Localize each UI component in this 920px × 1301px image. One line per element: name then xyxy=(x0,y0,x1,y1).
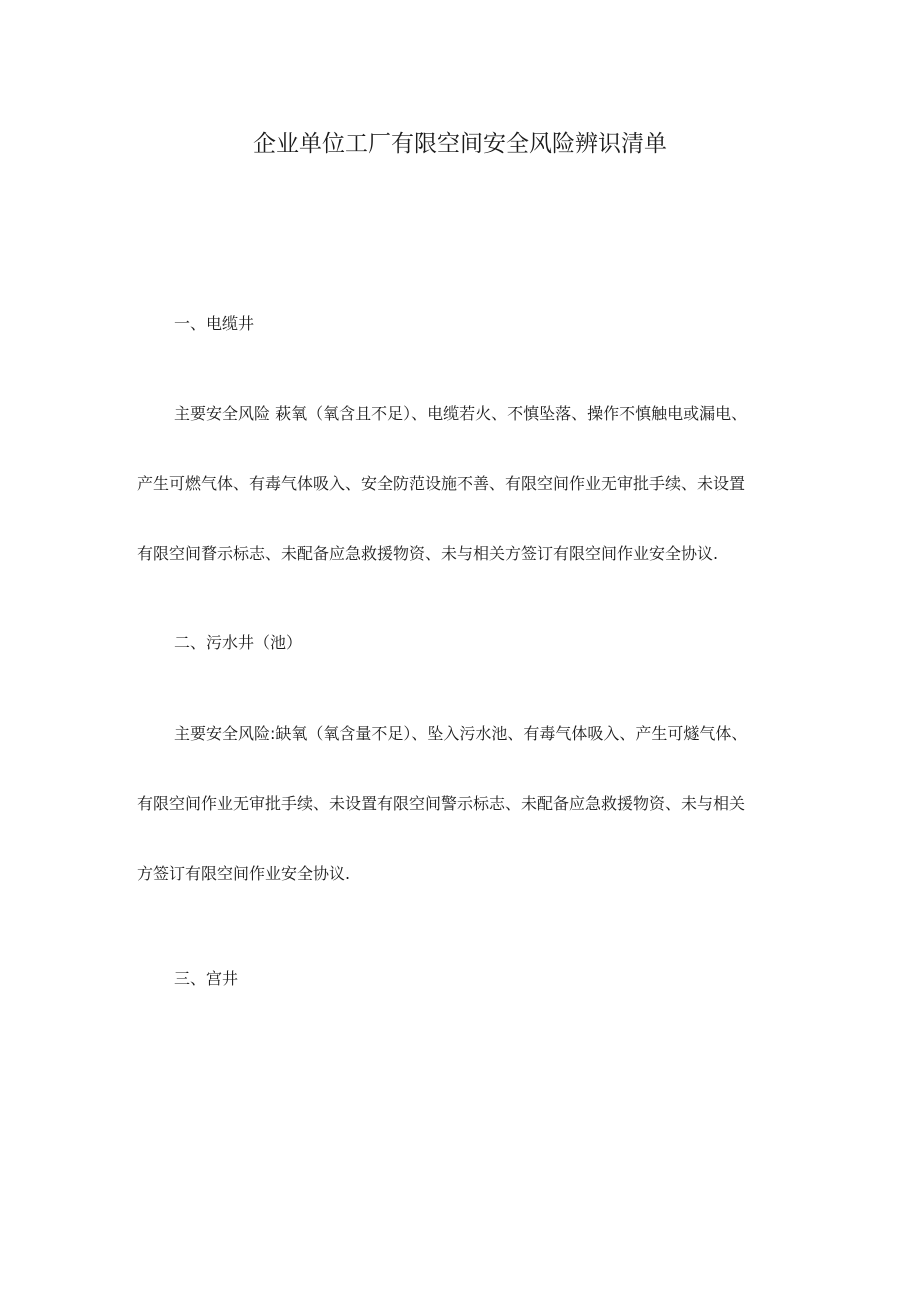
section-body-cable-well xyxy=(137,402,787,566)
document-title: 企业单位工厂有限空间安全风险辨识清单 xyxy=(253,131,667,157)
paragraph-line: 有限空间作业无审批手续、未设置有限空间警示标志、未配备应急救援物资、未与相关 xyxy=(137,794,746,813)
paragraph-line: 产生可燃气体、有毒气体吸入、安全防范设施不善、有限空间作业无审批手续、未设置 xyxy=(137,474,746,493)
section-heading-cable-well: 一、电缆井 xyxy=(174,314,255,333)
paragraph-line: 主要安全风险 萩氧（氧含且不足）、电缆若火、不慎坠落、操作不慎触电或漏电、 xyxy=(174,404,748,423)
section-body-sewage-well xyxy=(137,722,787,886)
paragraph-line: 主要安全风险:缺氧（氧含量不足）、坠入污水池、有毒气体吸入、产生可燧气体、 xyxy=(174,724,748,743)
paragraph-line: 有限空间瞀示标志、未配备应急救援物资、未与相关方签订有限空间作业安全协议. xyxy=(137,544,719,563)
section-heading-palace-well: 三、宫井 xyxy=(174,969,239,988)
section-heading-sewage-well: 二、污水井（池） xyxy=(174,633,303,652)
paragraph-line: 方签订有限空间作业安全协议. xyxy=(137,864,351,883)
